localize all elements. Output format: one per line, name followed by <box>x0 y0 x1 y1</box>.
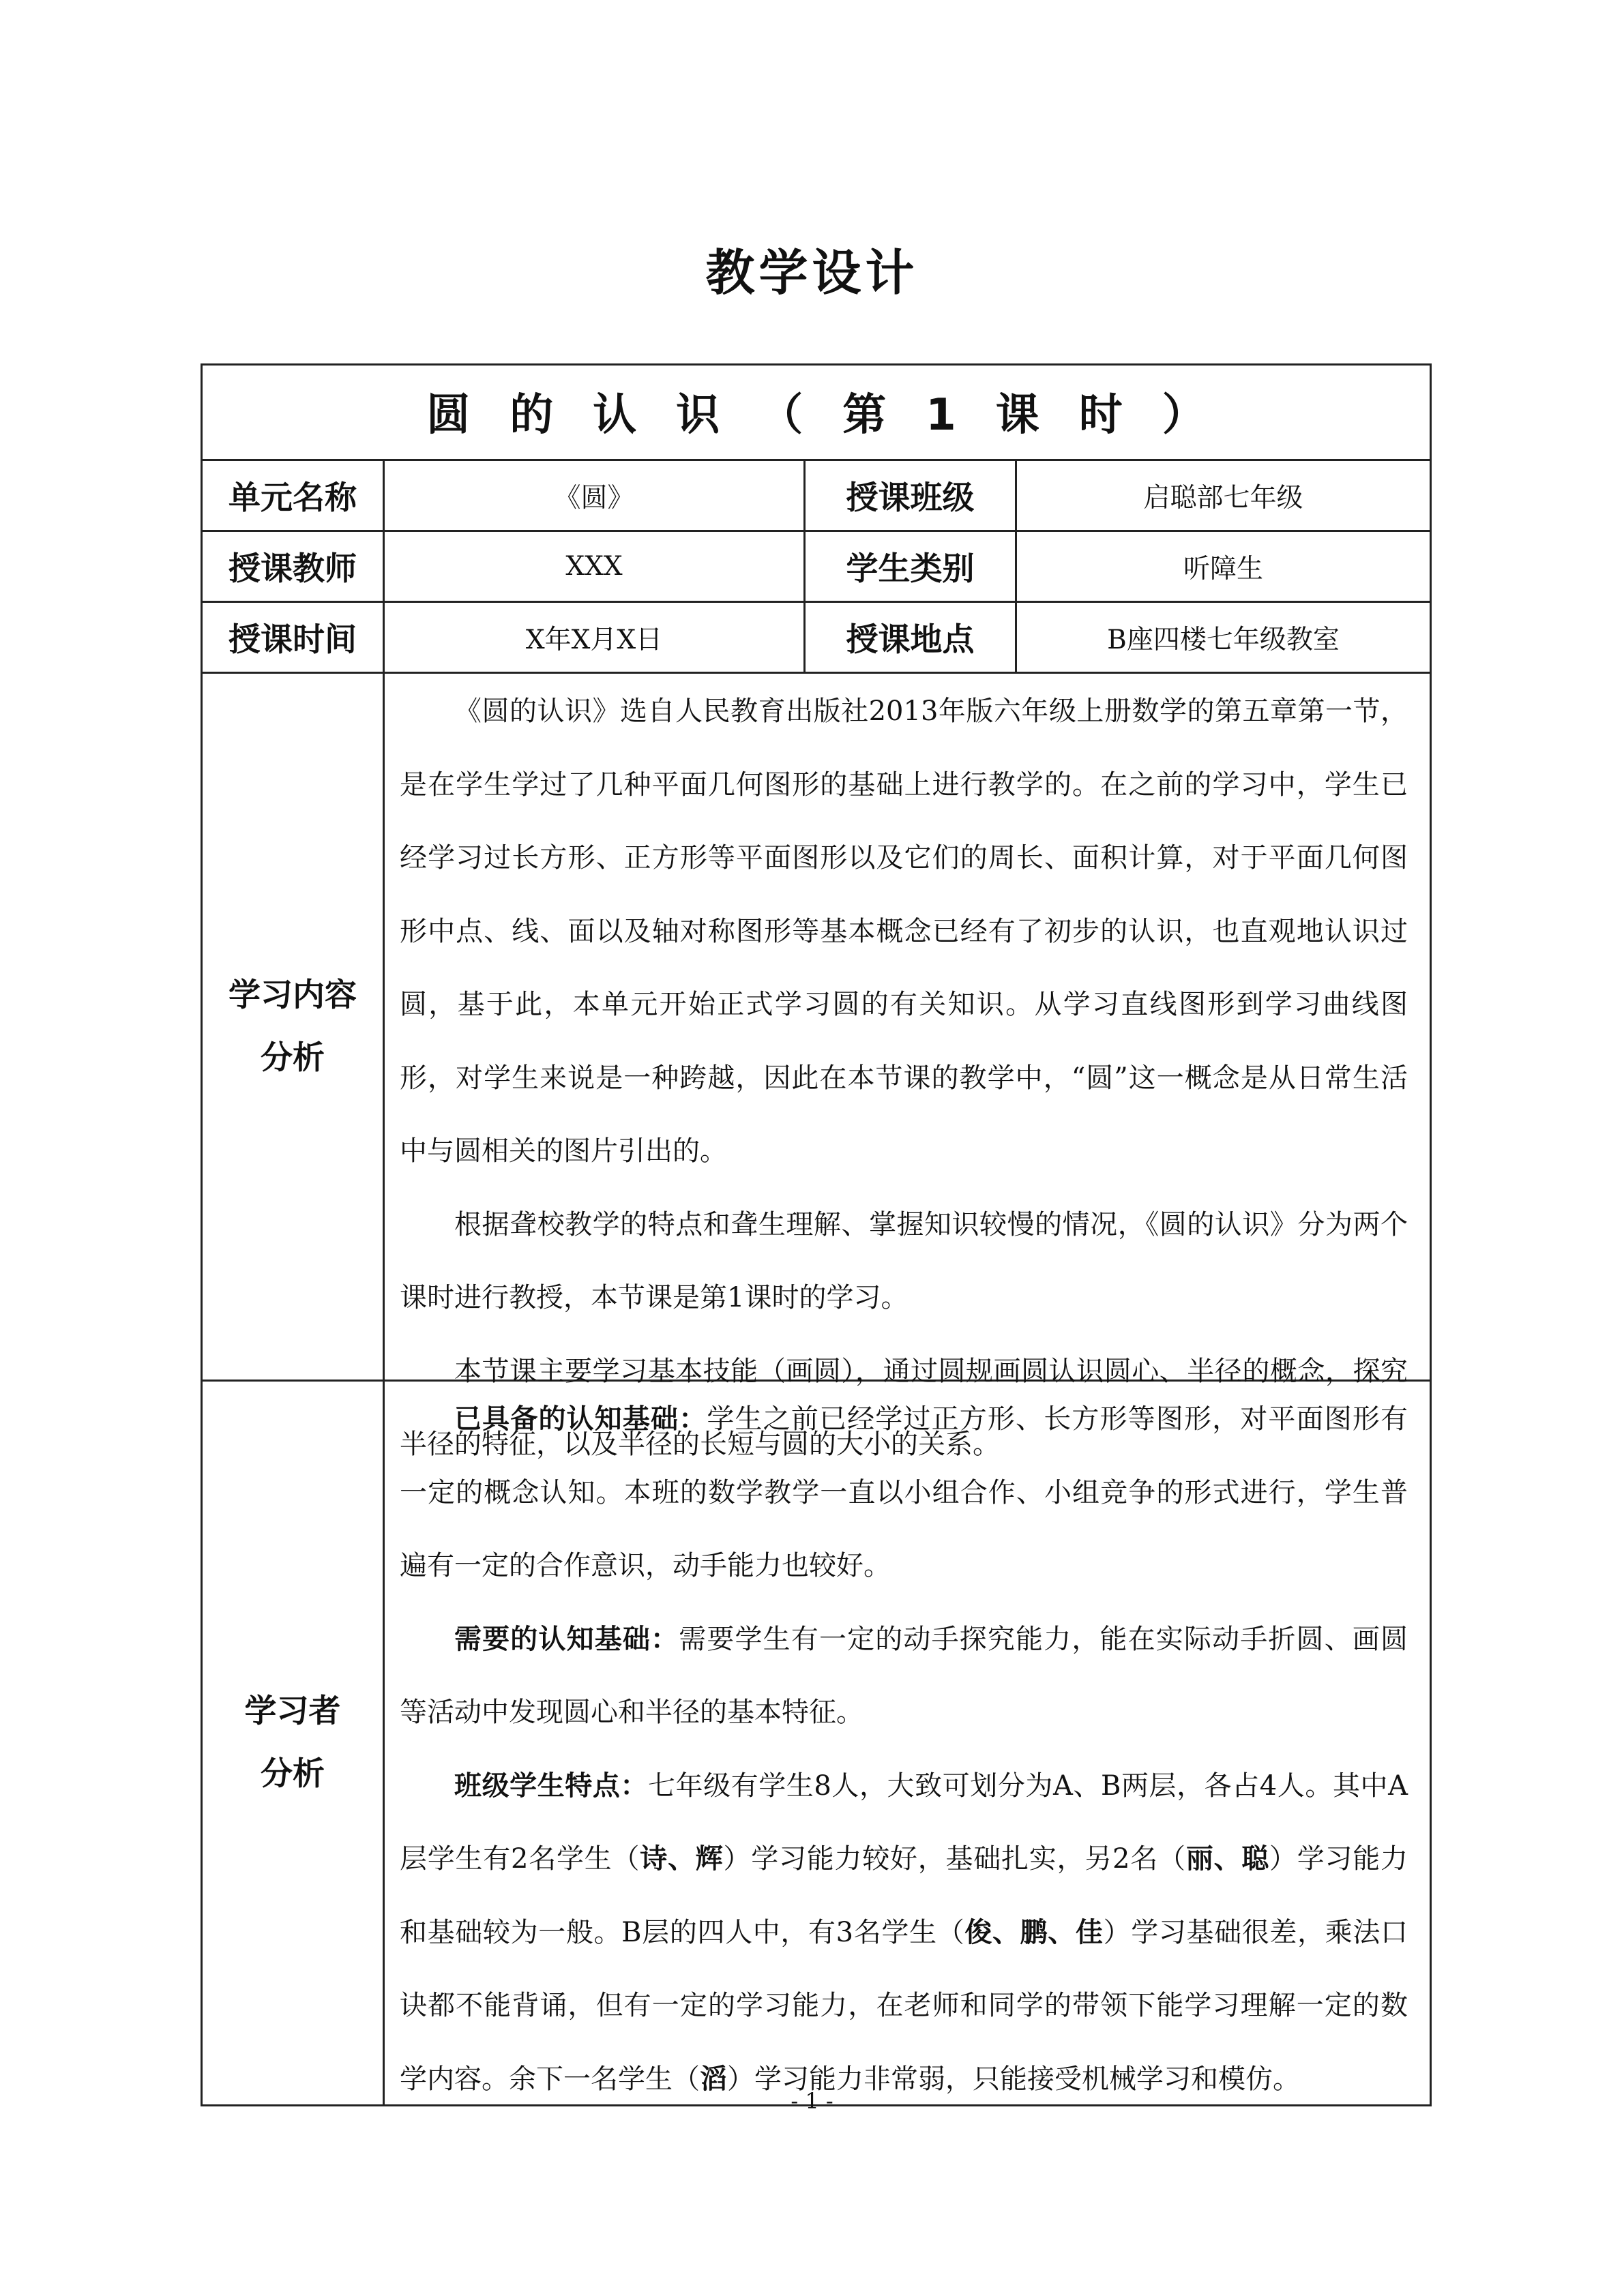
class-features-text: ）学习能力较好，基础扎实，另2名（ <box>723 1843 1186 1875</box>
class-features-heading: 班级学生特点： <box>454 1770 648 1802</box>
class-label: 授课班级 <box>846 479 975 517</box>
content-analysis-label <box>203 674 383 1380</box>
page-number: - 1 - <box>791 2088 833 2114</box>
content-analysis-label-line1: 学习内容 <box>228 976 357 1014</box>
paragraph: 本节课主要学习基本技能（画圆），通过圆规画圆认识圆心、半径的概念，探究半径的特征，以及半径的长短与圆的大小的关系。 <box>400 1355 1408 1460</box>
existing-knowledge-heading: 已具备的认知基础： <box>454 1403 707 1435</box>
student-names: 滔 <box>700 2063 727 2095</box>
student-names: 诗、辉 <box>640 1843 724 1875</box>
learner-analysis-label <box>203 1382 383 2104</box>
location-value: B座四楼七年级教室 <box>1107 624 1340 655</box>
student-names: 俊、鹏、佳 <box>964 1916 1104 1948</box>
learner-analysis-text <box>385 1382 1430 2104</box>
class-features-text: 七年级有学生8人，大致可划分为A、B两层，各占4人。其中A层学生有2名学生（ <box>400 1770 1408 1875</box>
class-features-text: ）学习能力和基础较为一般。B层的四人中，有3名学生（ <box>400 1843 1408 1948</box>
class-features-text: ）学习基础很差，乘法口诀都不能背诵，但有一定的学习能力，在老师和同学的带领下能学习理解一定的数学内容。余下一名学生（ <box>400 1916 1408 2095</box>
student-type-value: 听障生 <box>1183 553 1263 584</box>
existing-knowledge-text: 学生之前已经学过正方形、长方形等图形，对平面图形有一定的概念认知。本班的数学教学一直以小组合作、小组竞争的形式进行，学生普遍有一定的合作意识，动手能力也较好。 <box>400 1403 1408 1581</box>
class-value: 启聪部七年级 <box>1143 482 1303 513</box>
student-type-label: 学生类别 <box>846 550 975 588</box>
needed-knowledge-paragraph <box>400 1603 1408 1750</box>
time-value: X年X月X日 <box>525 624 663 655</box>
learner-analysis-label-line1: 学习者 <box>244 1693 341 1730</box>
time-label: 授课时间 <box>228 621 357 659</box>
unit-name-value: 《圆》 <box>554 482 634 513</box>
class-features-text: ）学习能力非常弱，只能接受机械学习和模仿。 <box>727 2063 1300 2095</box>
document-title: 教学设计 <box>705 244 919 301</box>
location-label: 授课地点 <box>846 621 975 659</box>
paragraph: 《圆的认识》选自人民教育出版社2013年版六年级上册数学的第五章第一节，是在学生学过了几种平面几何图形的基础上进行教学的。在之前的学习中，学生已经学习过长方形、正方形等平面图形以及它们的周长、面积计算，对于平面几何图形中点、线、面以及轴对称图形等基本概念已经有了初步的认识，也直观地认识过圆，基于此，本单元开始正式学习圆的有关知识。从学习直线图形到学习曲线图形，对学生来说是一种跨越，因此在本节课的教学中，“圆”这一概念是从日常生活中与圆相关的图片引出的。 <box>400 696 1408 1167</box>
unit-name-label: 单元名称 <box>228 479 357 517</box>
content-analysis-label-line2: 分析 <box>261 1039 325 1077</box>
learner-analysis-label-line2: 分析 <box>261 1755 325 1793</box>
lesson-title: 圆的认识（第1课时） <box>426 390 1245 441</box>
paragraph: 根据聋校教学的特点和聋生理解、掌握知识较慢的情况，《圆的认识》分为两个课时进行教授，本节课是第1课时的学习。 <box>400 1208 1408 1313</box>
needed-knowledge-heading: 需要的认知基础： <box>454 1623 679 1655</box>
teacher-label: 授课教师 <box>228 550 357 588</box>
student-names: 丽、聪 <box>1185 1843 1270 1875</box>
class-features-paragraph <box>400 1750 1408 2117</box>
existing-knowledge-paragraph <box>400 1383 1408 1603</box>
needed-knowledge-text: 需要学生有一定的动手探究能力，能在实际动手折圆、画圆等活动中发现圆心和半径的基本特征。 <box>400 1623 1408 1728</box>
teacher-value: XXX <box>565 551 623 582</box>
